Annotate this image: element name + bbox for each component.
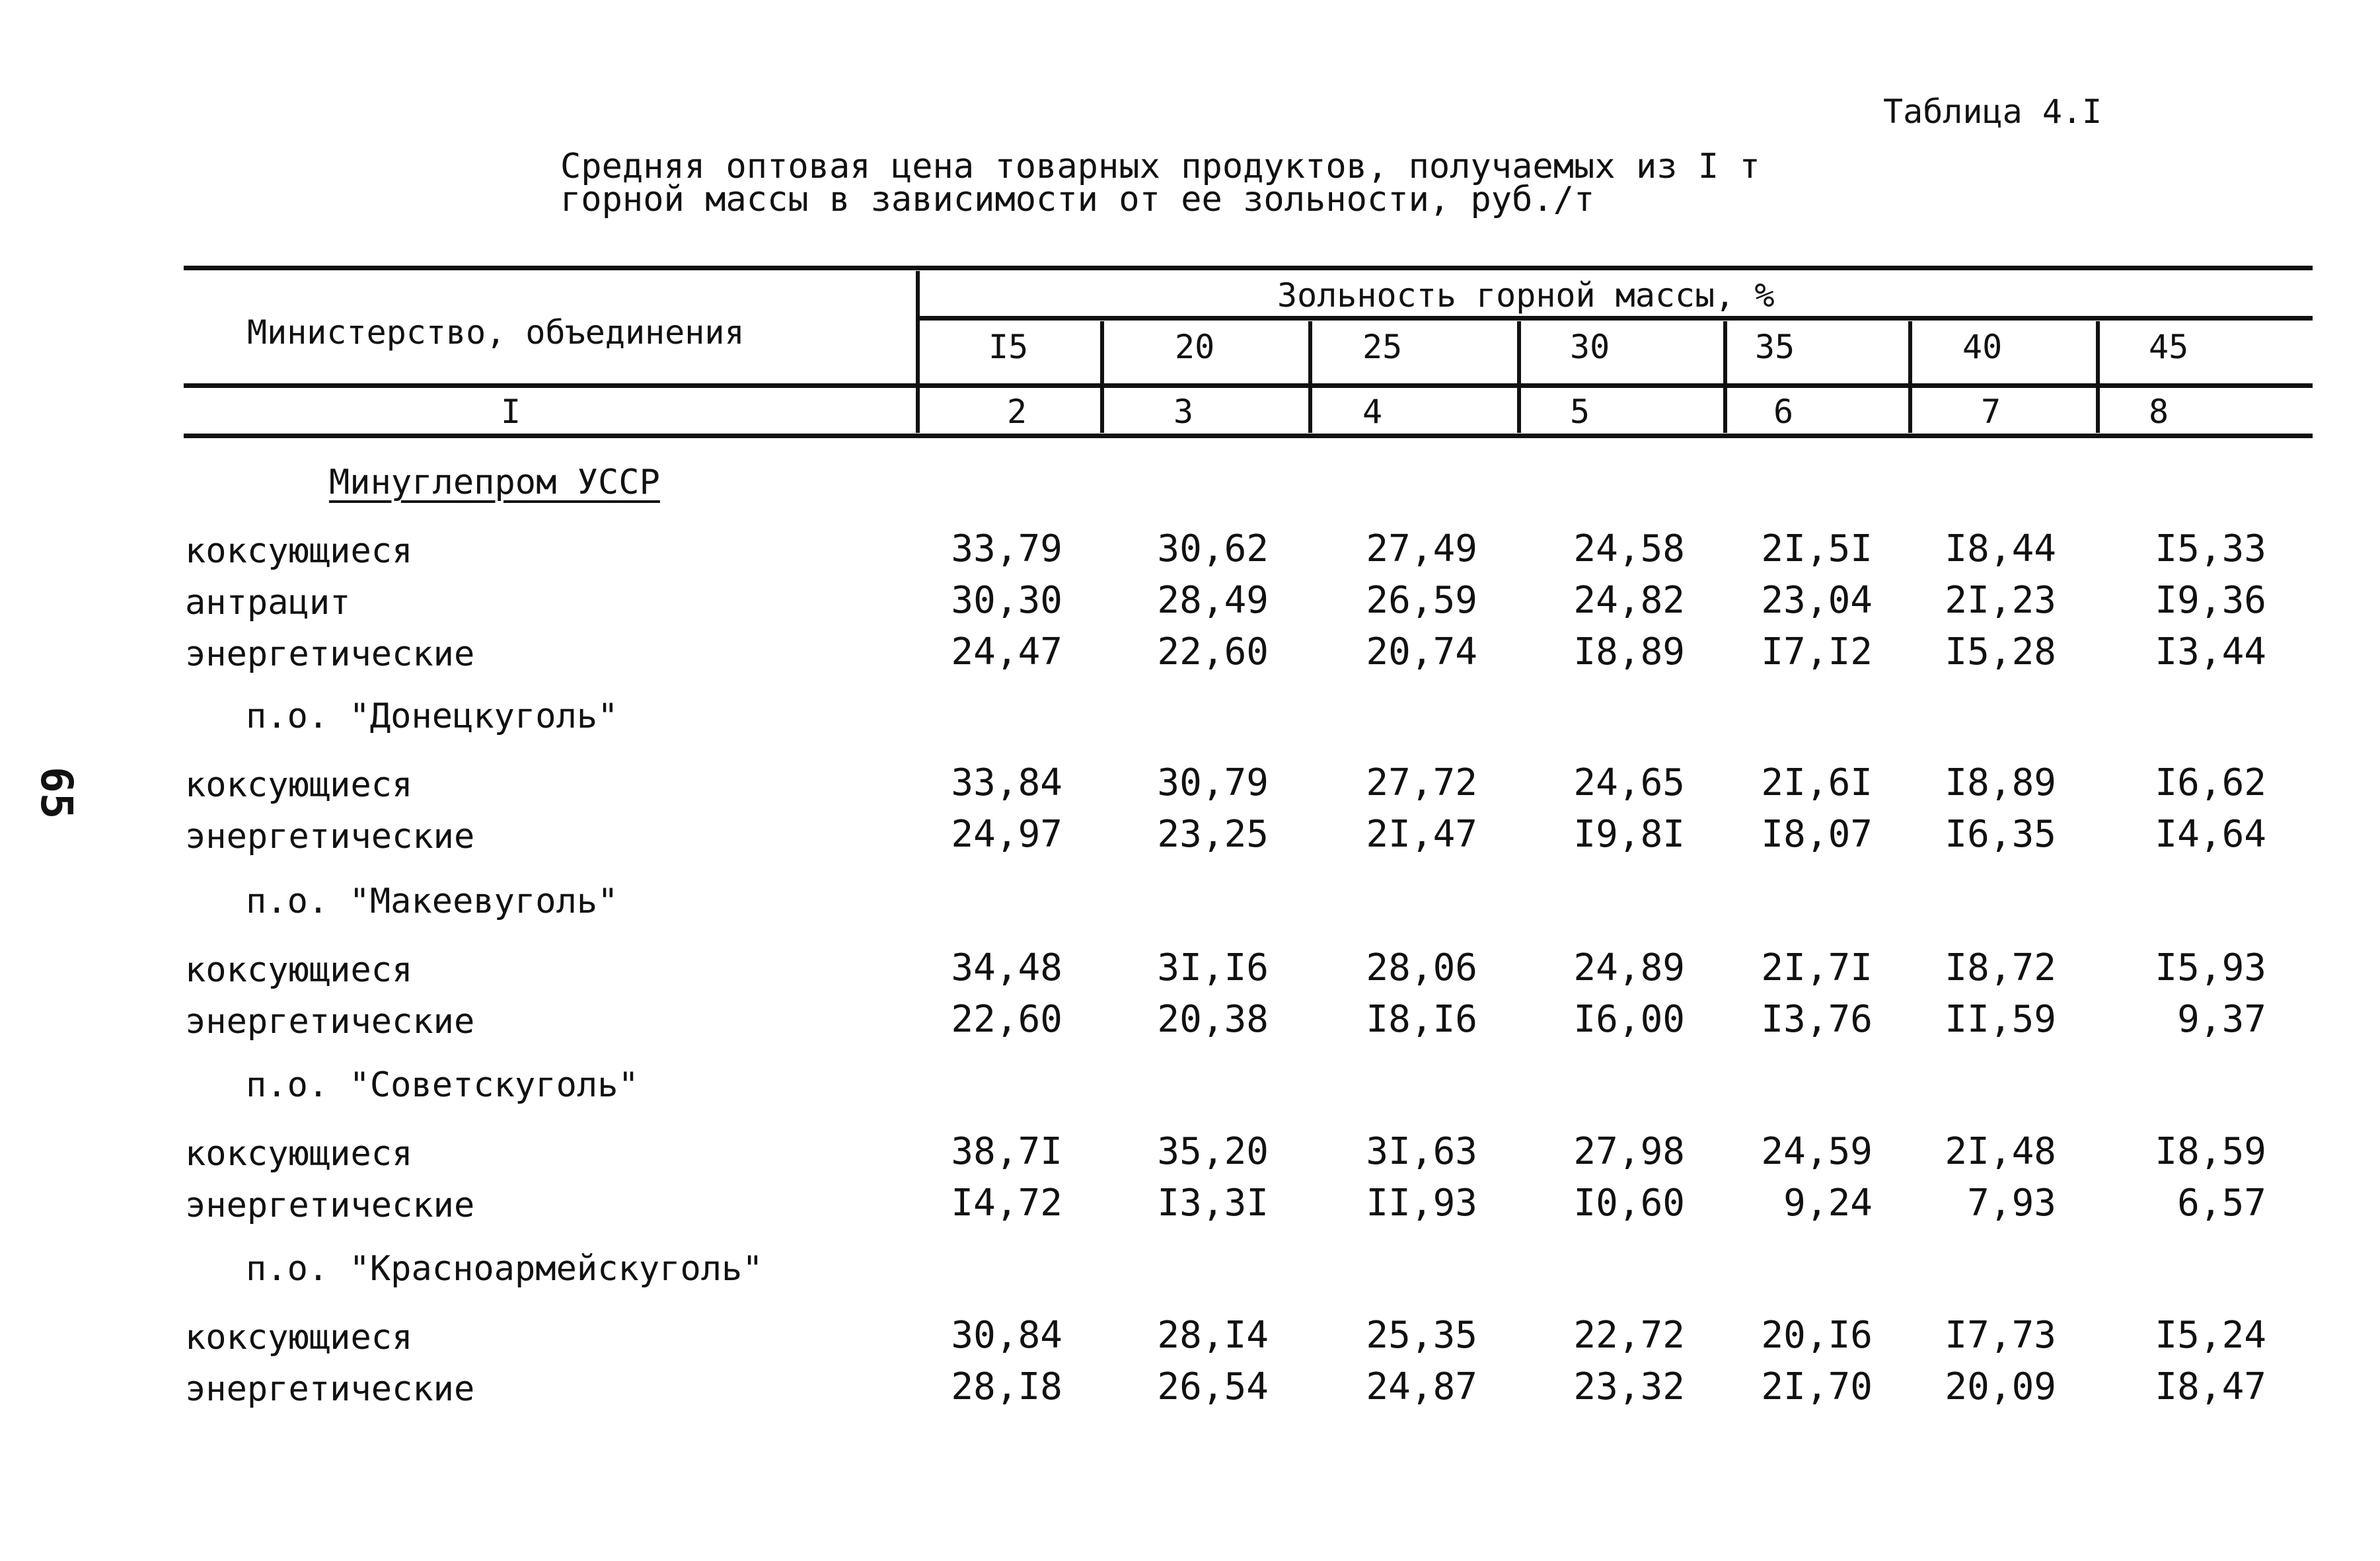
value-cell: I6,00 bbox=[1573, 998, 1685, 1041]
value-cell: 2I,5I bbox=[1761, 527, 1873, 570]
row-label: коксующиеся bbox=[185, 950, 413, 990]
value-cell: 22,60 bbox=[1157, 630, 1269, 673]
value-cell: I6,35 bbox=[1945, 813, 2056, 856]
value-cell: 22,72 bbox=[1573, 1314, 1685, 1357]
page-number: 65 bbox=[31, 767, 82, 819]
value-cell: 30,62 bbox=[1157, 527, 1269, 570]
ash-level: 20 bbox=[1175, 328, 1215, 366]
value-cell: 9,24 bbox=[1783, 1182, 1873, 1225]
group-heading: Минуглепром УССР bbox=[329, 463, 660, 502]
col-sep bbox=[1723, 321, 1727, 433]
value-cell: 6,57 bbox=[2177, 1182, 2266, 1225]
ash-level: 30 bbox=[1570, 328, 1610, 366]
value-cell: 34,48 bbox=[951, 946, 1062, 989]
value-cell: I8,59 bbox=[2155, 1130, 2266, 1173]
rule-numbers-bottom bbox=[184, 434, 2313, 438]
value-cell: 24,97 bbox=[951, 813, 1062, 856]
row-label: энергетические bbox=[185, 634, 475, 674]
ash-level: 40 bbox=[1962, 328, 2003, 366]
value-cell: 3I,I6 bbox=[1157, 946, 1269, 989]
value-cell: 3I,63 bbox=[1366, 1130, 1477, 1173]
value-cell: 24,58 bbox=[1573, 527, 1685, 570]
value-cell: 26,54 bbox=[1157, 1365, 1269, 1408]
value-cell: 24,82 bbox=[1573, 579, 1685, 622]
value-cell: 30,79 bbox=[1157, 761, 1269, 804]
value-cell: I5,28 bbox=[1945, 630, 2056, 673]
value-cell: I8,I6 bbox=[1366, 998, 1477, 1041]
value-cell: I8,89 bbox=[1945, 761, 2056, 804]
value-cell: 27,98 bbox=[1573, 1130, 1685, 1173]
row-label: энергетические bbox=[185, 1002, 475, 1042]
ash-level: 35 bbox=[1755, 328, 1795, 366]
column-number: 8 bbox=[2149, 393, 2169, 431]
value-cell: I8,72 bbox=[1945, 946, 2056, 989]
value-cell: II,59 bbox=[1945, 998, 2056, 1041]
value-cell: 23,32 bbox=[1573, 1365, 1685, 1408]
col-sep bbox=[1100, 321, 1104, 433]
group-heading: п.о. "Донецкуголь" bbox=[246, 697, 618, 736]
value-cell: 28,49 bbox=[1157, 579, 1269, 622]
rule-header-bottom bbox=[184, 383, 2313, 388]
column-number: 3 bbox=[1173, 393, 1194, 431]
value-cell: I5,93 bbox=[2155, 946, 2266, 989]
value-cell: 28,06 bbox=[1366, 946, 1477, 989]
table-label: Таблица 4.I bbox=[1883, 93, 2102, 131]
col-sep bbox=[2096, 321, 2100, 433]
value-cell: 28,I4 bbox=[1157, 1314, 1269, 1357]
value-cell: 35,20 bbox=[1157, 1130, 1269, 1173]
value-cell: 24,89 bbox=[1573, 946, 1685, 989]
row-label: коксующиеся bbox=[185, 765, 413, 805]
value-cell: 24,47 bbox=[951, 630, 1062, 673]
ash-level: I5 bbox=[988, 328, 1029, 366]
value-cell: 24,65 bbox=[1573, 761, 1685, 804]
value-cell: 7,93 bbox=[1967, 1182, 2056, 1225]
value-cell: 2I,23 bbox=[1945, 579, 2056, 622]
row-label: энергетические bbox=[185, 1369, 475, 1409]
row-label: коксующиеся bbox=[185, 1134, 413, 1174]
value-cell: 20,I6 bbox=[1761, 1314, 1873, 1357]
column-number: I bbox=[501, 393, 521, 431]
value-cell: 2I,6I bbox=[1761, 761, 1873, 804]
value-cell: 25,35 bbox=[1366, 1314, 1477, 1357]
value-cell: I8,89 bbox=[1573, 630, 1685, 673]
table-title-line-2: горной массы в зависимости от ее зольности, руб./т bbox=[560, 180, 1595, 219]
value-cell: 23,04 bbox=[1761, 579, 1873, 622]
header-ash-group: Зольность горной массы, % bbox=[1277, 276, 1775, 315]
value-cell: 38,7I bbox=[951, 1130, 1062, 1173]
col-sep bbox=[1517, 321, 1521, 433]
value-cell: 9,37 bbox=[2177, 998, 2266, 1041]
value-cell: I3,44 bbox=[2155, 630, 2266, 673]
value-cell: 24,87 bbox=[1366, 1365, 1477, 1408]
table-title-line-1: Средняя оптовая цена товарных продуктов, получаемых из I т bbox=[560, 147, 1760, 186]
value-cell: I7,I2 bbox=[1761, 630, 1873, 673]
value-cell: I8,07 bbox=[1761, 813, 1873, 856]
value-cell: 2I,47 bbox=[1366, 813, 1477, 856]
column-number: 5 bbox=[1570, 393, 1590, 431]
value-cell: 2I,70 bbox=[1761, 1365, 1873, 1408]
column-number: 4 bbox=[1362, 393, 1383, 431]
rule-top bbox=[184, 266, 2313, 270]
value-cell: 33,84 bbox=[951, 761, 1062, 804]
value-cell: 27,72 bbox=[1366, 761, 1477, 804]
value-cell: I3,76 bbox=[1761, 998, 1873, 1041]
value-cell: 28,I8 bbox=[951, 1365, 1062, 1408]
group-heading: п.о. "Красноармейскуголь" bbox=[246, 1249, 763, 1289]
row-label: энергетические bbox=[185, 817, 475, 857]
value-cell: I9,36 bbox=[2155, 579, 2266, 622]
value-cell: I5,33 bbox=[2155, 527, 2266, 570]
row-label: коксующиеся bbox=[185, 1318, 413, 1357]
value-cell: 23,25 bbox=[1157, 813, 1269, 856]
value-cell: I0,60 bbox=[1573, 1182, 1685, 1225]
value-cell: 2I,48 bbox=[1945, 1130, 2056, 1173]
col-sep bbox=[1308, 321, 1312, 433]
value-cell: I7,73 bbox=[1945, 1314, 2056, 1357]
row-label: энергетические bbox=[185, 1186, 475, 1225]
header-col1: Министерство, объединения bbox=[247, 313, 745, 352]
column-number: 7 bbox=[1981, 393, 2001, 431]
col-sep bbox=[916, 271, 920, 433]
group-heading: п.о. "Советскуголь" bbox=[246, 1065, 639, 1105]
column-number: 2 bbox=[1007, 393, 1027, 431]
value-cell: 24,59 bbox=[1761, 1130, 1873, 1173]
value-cell: 20,74 bbox=[1366, 630, 1477, 673]
value-cell: 30,84 bbox=[951, 1314, 1062, 1357]
value-cell: 20,38 bbox=[1157, 998, 1269, 1041]
row-label: коксующиеся bbox=[185, 531, 413, 571]
value-cell: 30,30 bbox=[951, 579, 1062, 622]
value-cell: I4,72 bbox=[951, 1182, 1062, 1225]
column-number: 6 bbox=[1773, 393, 1794, 431]
value-cell: I8,47 bbox=[2155, 1365, 2266, 1408]
value-cell: I9,8I bbox=[1573, 813, 1685, 856]
value-cell: I8,44 bbox=[1945, 527, 2056, 570]
value-cell: I6,62 bbox=[2155, 761, 2266, 804]
value-cell: 26,59 bbox=[1366, 579, 1477, 622]
value-cell: 22,60 bbox=[951, 998, 1062, 1041]
value-cell: 2I,7I bbox=[1761, 946, 1873, 989]
value-cell: I3,3I bbox=[1157, 1182, 1269, 1225]
value-cell: I5,24 bbox=[2155, 1314, 2266, 1357]
value-cell: 27,49 bbox=[1366, 527, 1477, 570]
rule-ash-group bbox=[918, 316, 2313, 321]
value-cell: 33,79 bbox=[951, 527, 1062, 570]
value-cell: 20,09 bbox=[1945, 1365, 2056, 1408]
col-sep bbox=[1908, 321, 1912, 433]
value-cell: II,93 bbox=[1366, 1182, 1477, 1225]
group-heading: п.о. "Макеевуголь" bbox=[246, 882, 618, 921]
ash-level: 25 bbox=[1362, 328, 1403, 366]
value-cell: I4,64 bbox=[2155, 813, 2266, 856]
ash-level: 45 bbox=[2149, 328, 2189, 366]
row-label: антрацит bbox=[185, 583, 351, 623]
